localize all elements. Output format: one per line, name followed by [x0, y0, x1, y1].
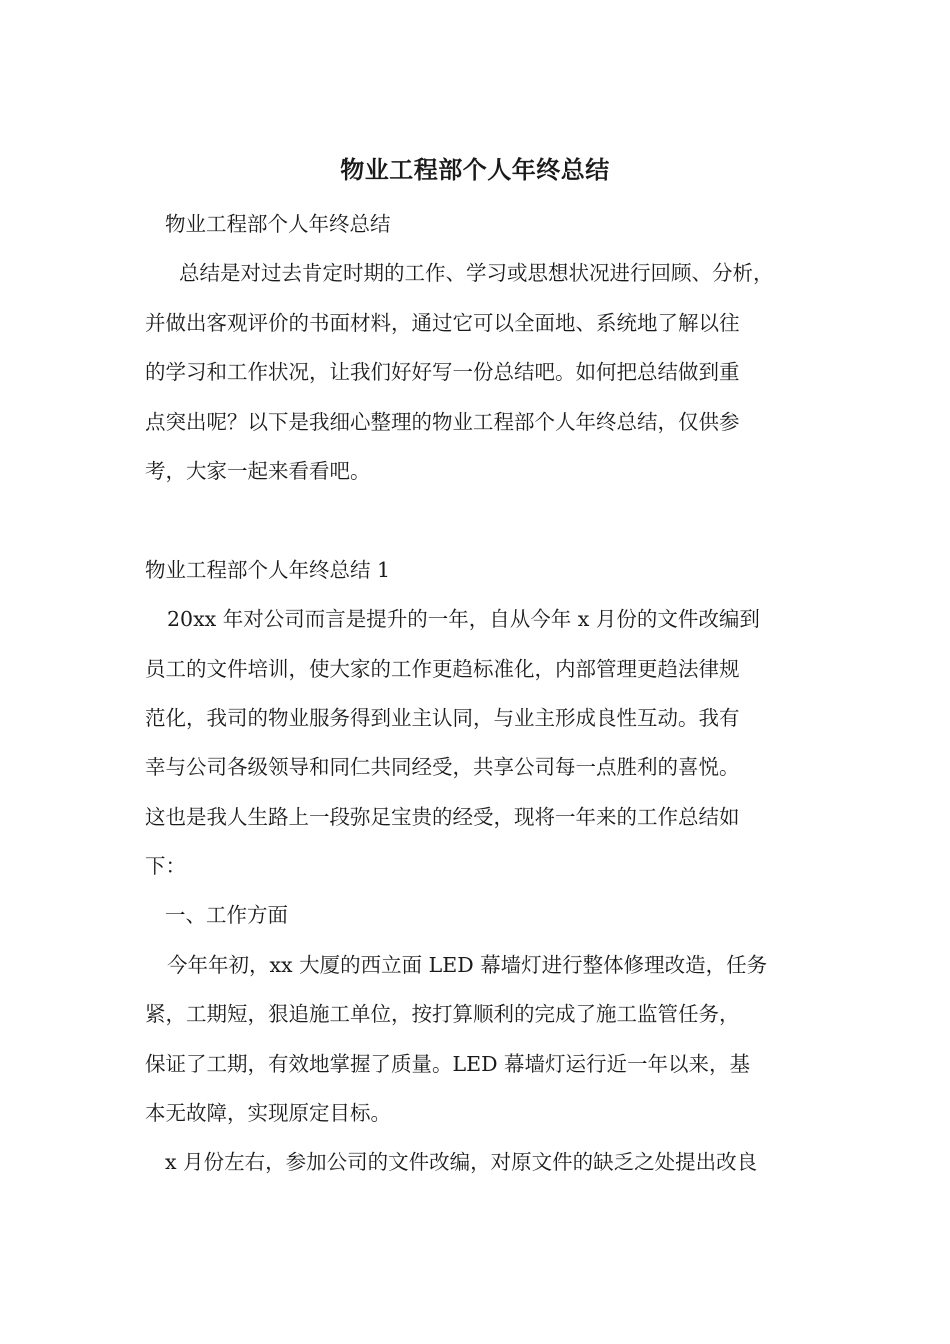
work-line: 保证了工期，有效地掌握了质量。LED 幕墙灯运行近一年以来，基: [145, 1051, 751, 1076]
section-line: 下：: [145, 854, 186, 879]
intro-line: 总结是对过去肯定时期的工作、学习或思想状况进行回顾、分析，: [179, 261, 774, 286]
section-line: 20xx 年对公司而言是提升的一年，自从今年 x 月份的文件改编到: [167, 607, 760, 632]
intro-line: 考，大家一起来看看吧。: [145, 458, 371, 483]
last-line: x 月份左右，参加公司的文件改编，对原文件的缺乏之处提出改良: [165, 1150, 758, 1175]
section-line: 员工的文件培训，使大家的工作更趋标准化，内部管理更趋法律规: [145, 656, 740, 681]
blank-line: [145, 496, 815, 545]
work-line: 本无故障，实现原定目标。: [145, 1101, 391, 1126]
section-line: 这也是我人生路上一段弥足宝贵的经受，现将一年来的工作总结如: [145, 804, 740, 829]
intro-line: 并做出客观评价的书面材料，通过它可以全面地、系统地了解以往: [145, 310, 740, 335]
work-line: 今年年初，xx 大厦的西立面 LED 幕墙灯进行整体修理改造，任务: [167, 952, 768, 977]
section-line: 范化，我司的物业服务得到业主认同，与业主形成良性互动。我有: [145, 705, 740, 730]
document-subtitle: 物业工程部个人年终总结: [165, 212, 391, 236]
section-heading: 物业工程部个人年终总结 1: [145, 557, 391, 582]
section-line: 幸与公司各级领导和同仁共同经受，共享公司每一点胜利的喜悦。: [145, 755, 740, 780]
work-line: 紧，工期短，狠追施工单位，按打算顺利的完成了施工监管任务，: [145, 1002, 740, 1027]
document-body: [145, 200, 815, 1188]
intro-line: 点突出呢？以下是我细心整理的物业工程部个人年终总结，仅供参: [145, 409, 740, 434]
intro-line: 的学习和工作状况，让我们好好写一份总结吧。如何把总结做到重: [145, 360, 740, 385]
document-title: 物业工程部个人年终总结: [340, 156, 610, 184]
sub-heading: 一、工作方面: [165, 903, 288, 928]
